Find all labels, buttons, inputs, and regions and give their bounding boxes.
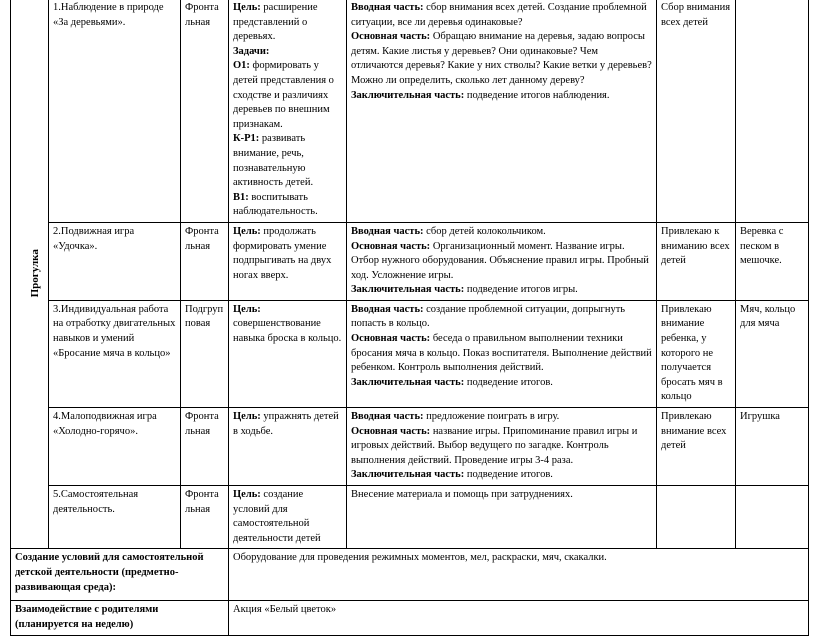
form-cell: Фронтальная — [181, 408, 229, 486]
environment-label: Создание условий для самостоятельной детской деятельности (предметно-развивающая среда): — [11, 549, 229, 601]
activity-row — [11, 300, 809, 407]
goals-cell — [229, 486, 347, 549]
activity-cell: 1.Наблюдение в природе «За деревьями». — [49, 0, 181, 222]
goals-cell — [229, 222, 347, 300]
content-label: Основная часть: — [351, 31, 431, 43]
materials-cell: Мяч, кольцо для мяча — [736, 300, 809, 407]
content-cell — [347, 486, 657, 549]
motivation-cell: Привлекаю к вниманию всех детей — [657, 222, 736, 300]
content-cell — [347, 0, 657, 222]
goals-cell — [229, 300, 347, 407]
goal-text: упражнять детей в ходьбе. — [233, 411, 339, 437]
activity-row — [11, 486, 809, 549]
activity-cell: 4.Малоподвижная игра «Холодно-горячо». — [49, 408, 181, 486]
goal-label: Цель: — [233, 225, 261, 237]
content-text: сбор детей колокольчиком. — [423, 225, 546, 237]
goal-text: продолжать формировать умение подпрыгивать на двух ногах вверх. — [233, 225, 332, 281]
content-line — [351, 1, 652, 30]
goals-cell — [229, 408, 347, 486]
content-label: Основная часть: — [351, 240, 431, 252]
content-line — [351, 30, 652, 88]
parents-label: Взаимодействие с родителями (планируется на неделю) — [11, 601, 229, 635]
goal-line — [233, 191, 342, 220]
content-cell — [347, 408, 657, 486]
parents-row — [11, 601, 809, 635]
content-label: Основная часть: — [351, 425, 431, 437]
content-line — [351, 410, 652, 425]
materials-cell — [736, 486, 809, 549]
content-cell — [347, 300, 657, 407]
content-text: название игры. Припоминание правил игры и игровых действий. Выбор ведущего по загадке. Контроль выполнения действий. Проведение игры 3-4 раза. — [351, 425, 638, 466]
content-label: Вводная часть: — [351, 303, 424, 315]
content-label: Основная часть: — [351, 333, 431, 345]
goal-label: Цель: — [233, 2, 261, 13]
materials-cell — [736, 0, 809, 222]
goal-line — [233, 488, 342, 546]
goal-line — [233, 45, 342, 60]
content-text: подведение итогов наблюдения. — [464, 89, 610, 101]
content-line — [351, 283, 652, 298]
content-line — [351, 468, 652, 483]
goal-label: Цель: — [233, 411, 261, 423]
environment-row — [11, 549, 809, 601]
goal-line — [233, 1, 342, 45]
motivation-cell — [657, 486, 736, 549]
activity-cell: 5.Самостоятельная деятельность. — [49, 486, 181, 549]
content-text: подведение итогов. — [464, 469, 553, 481]
goal-line — [233, 410, 342, 439]
goal-line — [233, 225, 342, 283]
content-line — [351, 225, 652, 240]
goal-label: Цель: — [233, 489, 261, 500]
activity-row — [11, 222, 809, 300]
content-text: подведение итогов игры. — [464, 284, 578, 296]
content-line — [351, 488, 652, 503]
content-label: Заключительная часть: — [351, 376, 465, 388]
content-text: Обращаю внимание на деревья, задаю вопросы детям. Какие листья у деревьев? Они одинаковые? Чем отличаются деревья? Какие у них стволы? Какие ветки у деревьев? Можно ли определить, сколько лет данному дереву? — [351, 31, 652, 86]
content-label: Вводная часть: — [351, 411, 424, 423]
content-text: подведение итогов. — [464, 376, 553, 388]
content-label: Заключительная часть: — [351, 89, 465, 101]
activity-row — [11, 408, 809, 486]
content-text: беседа о правильном выполнении техники бросания мяча в кольцо. Показ воспитателя. Выполнение действий ребенком. Контроль выполнения действий. — [351, 333, 652, 374]
activity-row — [11, 0, 809, 222]
motivation-cell: Привлекаю внимание ребенка, у которого не получается бросать мяч в кольцо — [657, 300, 736, 407]
content-line — [351, 332, 652, 376]
content-label: Заключительная часть: — [351, 284, 465, 296]
section-label: Прогулка — [28, 249, 41, 298]
goal-line — [233, 132, 342, 190]
goal-label: К-Р1: — [233, 133, 260, 145]
content-line — [351, 425, 652, 469]
form-cell: Фронтальная — [181, 222, 229, 300]
lesson-plan-table — [10, 0, 809, 636]
form-cell: Фронтальная — [181, 486, 229, 549]
goal-label: Задачи: — [233, 45, 270, 57]
content-text: предложение поиграть в игру. — [423, 411, 560, 423]
form-cell: Фронтальная — [181, 0, 229, 222]
motivation-cell: Привлекаю внимание всех детей — [657, 408, 736, 486]
content-line — [351, 240, 652, 284]
environment-text: Оборудование для проведения режимных моментов, мел, раскраски, мяч, скакалки. — [229, 549, 809, 601]
goal-text: совершенствование навыка броска в кольцо. — [233, 318, 342, 345]
content-label: Заключительная часть: — [351, 469, 465, 481]
goal-line — [233, 59, 342, 132]
motivation-cell: Сбор внимания всех детей — [657, 0, 736, 222]
content-label: Вводная часть: — [351, 225, 424, 237]
activity-cell: 3.Индивидуальная работа на отработку двигательных навыков и умений «Бросание мяча в кольцо» — [49, 300, 181, 407]
form-cell: Подгрупповая — [181, 300, 229, 407]
section-label-cell — [11, 0, 49, 549]
goal-text: формировать у детей представления о сходстве и различиях деревьев по внешним признакам. — [233, 60, 334, 130]
goal-text: создание условий для самостоятельной деятельности детей — [233, 489, 321, 544]
goal-label: В1: — [233, 191, 249, 203]
activity-cell: 2.Подвижная игра «Удочка». — [49, 222, 181, 300]
content-text: Внесение материала и помощь при затруднениях. — [351, 489, 573, 500]
goal-text: расширение представлений о деревьях. — [233, 2, 318, 43]
materials-cell: Игрушка — [736, 408, 809, 486]
content-text: сбор внимания всех детей. Создание проблемной ситуации, все ли деревья одинаковые? — [351, 2, 647, 28]
goal-line — [233, 303, 342, 347]
goal-text: воспитывать наблюдательность. — [233, 191, 318, 218]
parents-text: Акция «Белый цветок» — [229, 601, 809, 635]
content-cell — [347, 222, 657, 300]
content-label: Вводная часть: — [351, 2, 424, 13]
goal-text: развивать внимание, речь, познавательную активность детей. — [233, 133, 314, 189]
content-text: создание проблемной ситуации, допрыгнуть попасть в кольцо. — [351, 303, 626, 330]
goal-label: О1: — [233, 60, 250, 72]
content-line — [351, 303, 652, 332]
content-text: Организационный момент. Название игры. Отбор нужного оборудования. Объяснение правил игры. Пробный ход. Усложнение игры. — [351, 240, 649, 281]
goals-cell — [229, 0, 347, 222]
content-line — [351, 376, 652, 391]
goal-label: Цель: — [233, 303, 261, 315]
content-line — [351, 89, 652, 104]
materials-cell: Веревка с песком в мешочке. — [736, 222, 809, 300]
